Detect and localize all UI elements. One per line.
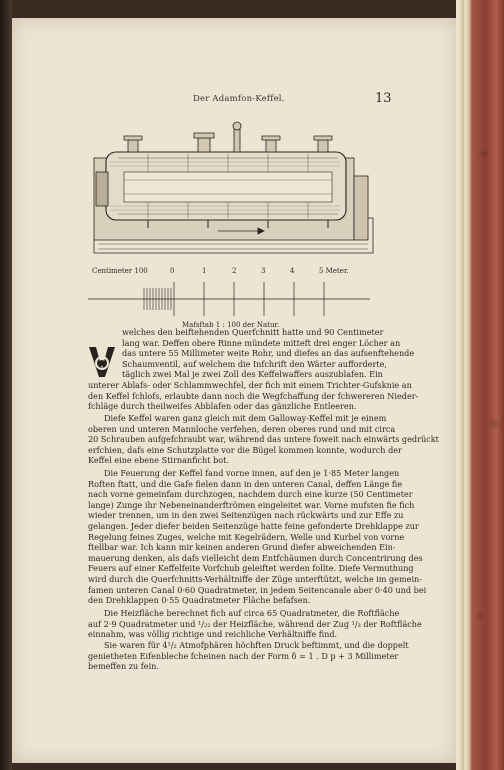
scale-tick-label: 4	[290, 267, 295, 275]
text-line: Feuers auf einer Keffelfeite Vorfchub geleiftet werden follte. Diefe Vermuthung	[88, 563, 414, 574]
text-line: das untere 55 Millimeter weite Rohr, und diefes an das aufsenftehende	[122, 348, 415, 359]
scale-tick-label: 3	[261, 267, 266, 275]
text-line: Die Feuerung der Keffel fand vorne innen, auf den je 1·85 Meter langen	[104, 468, 400, 478]
paragraph	[88, 608, 422, 640]
text-line: Schaumventil, auf welchem die Infchrift den Wärter aufforderte,	[122, 358, 387, 369]
text-line: famen unteren Canal 0·60 Quadratmeter, in jedem Seitencanale aber 0·40 und bei	[88, 584, 427, 595]
scale-tick-label: 5 Meter.	[319, 267, 349, 275]
book-gutter-shadow	[0, 0, 12, 770]
text-line: erfchien, dafs eine Schutzplatte vor die Bügel kommen konnte, wodurch der	[88, 444, 402, 455]
binding-wear	[470, 0, 504, 770]
text-line: 20 Schrauben aufgefchraubt war, während das untere foweit nach einwärts gedrückt	[88, 434, 439, 445]
text-line: Regelung feines Zuges, welche mit Kegelrädern, Welle und Kurbel von vorne	[88, 531, 405, 542]
scale-caption: Mafsftab 1 : 100 der Natur.	[182, 321, 280, 329]
text-line: Diefe Keffel waren ganz gleich mit dem Galloway-Keffel mit je einem	[104, 413, 387, 423]
text-line: genietheten Eifenbleche fcheinen nach der Form δ = 1 . D p + 3 Millimeter	[88, 650, 399, 661]
scale-bar	[88, 278, 370, 320]
text-line: ftellbar war. Ich kann mir keinen anderen Grund diefer abweichenden Ein-	[88, 542, 396, 553]
text-line: auf 2·9 Quadratmeter und ¹/₂₂ der Heizfläche, während der Zug ¹/₃ der Roftfläche	[88, 618, 422, 629]
scale-tick-label: 2	[232, 267, 237, 275]
text-line: den Keffel fchlofs, erlaubte dann noch die Wegfchaffung der fchwereren Nieder-	[88, 390, 419, 401]
text-line: lang war. Deffen obere Rinne mündete mitteft drei enger Löcher an	[122, 337, 401, 348]
paragraph	[88, 640, 409, 672]
text-line: fchläge durch theilweifes Abblafen oder das gänzliche Entleeren.	[88, 401, 357, 412]
text-line: bemeffen zu fein.	[88, 661, 159, 672]
text-line: Sie waren für 4¹/₂ Atmofphären höchften Druck beftimmt, und die doppelt	[104, 640, 409, 650]
text-line: lange) Zunge ihr Nebeneinanderftrömen eingeleitet war. Vorne mufsten fie fich	[88, 499, 415, 510]
text-line: oberen und unteren Mannloche verfehen, deren oberes rund und mit circa	[88, 423, 396, 434]
decorative-initial-w-icon	[88, 343, 116, 383]
paragraph	[88, 413, 439, 466]
text-line: wird durch die Querfchnitts-Verhältniffe der Züge unterftützt, welche im gemein-	[88, 573, 422, 584]
text-line: täglich zwei Mal je zwei Zoll des Keffelwaffers auszublafen. Ein	[122, 369, 383, 380]
paragraph	[88, 468, 426, 606]
scale-unit-label: Centimeter 100	[92, 267, 148, 275]
boiler-section-illustration	[88, 118, 380, 266]
text-line: wieder trennen, um in den zwei Seitenzügen nach rückwärts und zur Effe zu	[88, 510, 404, 521]
text-line: nach vorne gemeinfam durchzogen, nachdem durch eine kurze (50 Centimeter	[88, 489, 413, 500]
text-line: gelangen. Jeder diefer beiden Seitenzüge hatte feine gefonderte Drehklappe zur	[88, 520, 419, 531]
running-header: Der Adamfon-Keffel.	[193, 94, 285, 104]
text-line: unterer Ablafs- oder Schlammwechfel, der fich mit einem Trichter-Gufsknie an	[88, 379, 412, 390]
paragraph	[88, 327, 419, 412]
text-line: welches den beiftehenden Querfchnitt hatte und 90 Centimeter	[122, 327, 384, 337]
text-line: Keffel eine ebene Stirnanficht bot.	[88, 455, 229, 466]
text-line: den Drehklappen 0·55 Quadratmeter Fläche befafsen.	[88, 595, 311, 606]
text-line: mauerung denken, als dafs vielleicht dem Entfchäumen durch Concentrirung des	[88, 552, 423, 563]
scale-tick-label: 1	[202, 267, 207, 275]
scale-tick-label: 0	[170, 267, 175, 275]
text-line: Roften ftatt, und die Gafe fielen dann in den unteren Canal, deffen Länge fie	[88, 478, 403, 489]
page-number: 13	[375, 91, 392, 106]
text-line: Die Heizfläche berechnet fich auf circa 65 Quadratmeter, die Roftfläche	[104, 608, 400, 618]
text-line: einnahm, was völlig richtige und reichliche Verhältniffe find.	[88, 629, 338, 640]
